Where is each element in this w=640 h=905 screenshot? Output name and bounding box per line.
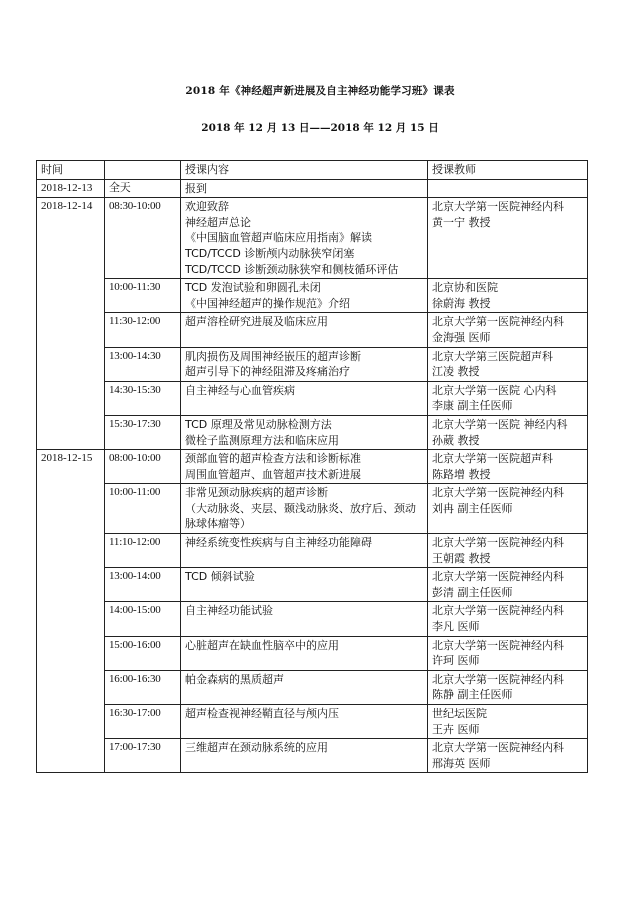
- teacher-cell: [428, 568, 588, 602]
- content-cell: [181, 279, 428, 313]
- teacher-affiliation: 北京大学第一医院神经内科: [432, 200, 564, 214]
- teacher-cell: [428, 484, 588, 534]
- time-cell: 10:00-11:00: [105, 484, 181, 534]
- teacher-cell: [428, 415, 588, 449]
- content-cell: [181, 739, 428, 773]
- teacher-cell: [428, 602, 588, 636]
- content-line: 自主神经功能试验: [185, 604, 273, 618]
- teacher-cell: [428, 636, 588, 670]
- header-content: 授课内容: [181, 161, 428, 180]
- table-row: [37, 415, 588, 449]
- content-line: TCD/TCCD 诊断颅内动脉狭窄闭塞: [185, 246, 355, 260]
- date-range: 2018 年 12 月 13 日——2018 年 12 月 15 日: [201, 122, 439, 134]
- teacher-cell: [428, 670, 588, 704]
- content-cell: [181, 705, 428, 739]
- date-cell: 2018-12-13: [37, 179, 105, 198]
- content-cell: [181, 534, 428, 568]
- teacher-name: 李凡 医师: [432, 620, 480, 634]
- table-row: [37, 534, 588, 568]
- table-row: [37, 381, 588, 415]
- content-line: 神经系统变性疾病与自主神经功能障碍: [185, 536, 372, 550]
- teacher-cell: [428, 279, 588, 313]
- teacher-name: 刘冉 副主任医师: [432, 501, 513, 515]
- teacher-name: 孙葳 教授: [432, 433, 480, 447]
- teacher-cell: [428, 313, 588, 347]
- content-line: 神经超声总论: [185, 215, 251, 229]
- time-cell: 16:00-16:30: [105, 670, 181, 704]
- table-row: [37, 636, 588, 670]
- teacher-affiliation: 北京大学第一医院神经内科: [432, 486, 564, 500]
- content-cell: [181, 198, 428, 279]
- time-cell: 08:00-10:00: [105, 450, 181, 484]
- table-row: [37, 313, 588, 347]
- content-line: 欢迎致辞: [185, 200, 229, 214]
- table-row: [37, 670, 588, 704]
- content-line: 颈部血管的超声检查方法和诊断标准: [185, 452, 361, 466]
- content-line: TCD 原理及常见动脉检测方法: [185, 417, 332, 431]
- content-cell: [181, 670, 428, 704]
- teacher-affiliation: 世纪坛医院: [432, 707, 487, 720]
- header-teacher: 授课教师: [428, 161, 588, 180]
- content-cell: [181, 636, 428, 670]
- content-line: 超声引导下的神经阻滞及疼痛治疗: [185, 365, 350, 379]
- time-cell: 16:30-17:00: [105, 705, 181, 739]
- time-cell: 14:30-15:30: [105, 381, 181, 415]
- table-row: [37, 450, 588, 484]
- teacher-affiliation: 北京大学第一医院神经内科: [432, 672, 564, 686]
- content-line: 自主神经与心血管疾病: [185, 383, 295, 397]
- content-line: 三维超声在颈动脉系统的应用: [185, 741, 328, 755]
- content-line: 微栓子监测原理方法和临床应用: [185, 433, 339, 447]
- teacher-cell: [428, 450, 588, 484]
- teacher-affiliation: 北京大学第一医院超声科: [432, 452, 553, 466]
- content-line: 心脏超声在缺血性脑卒中的应用: [185, 638, 339, 652]
- teacher-cell: [428, 198, 588, 279]
- content-cell: [181, 381, 428, 415]
- table-row: [37, 568, 588, 602]
- teacher-name: 王朝霞 教授: [432, 551, 491, 565]
- time-cell: 08:30-10:00: [105, 198, 181, 279]
- content-line: TCD/TCCD 诊断颈动脉狭窄和侧枝循环评估: [185, 262, 399, 276]
- date-cell: 2018-12-15: [37, 450, 105, 773]
- content-line: TCD 发泡试验和卵圆孔未闭: [185, 281, 321, 295]
- table-row: [37, 705, 588, 739]
- content-line: 周围血管超声、血管超声技术新进展: [185, 467, 361, 481]
- content-line: 报到: [185, 181, 207, 195]
- header-time: 时间: [37, 161, 105, 180]
- date-cell: 2018-12-14: [37, 198, 105, 450]
- table-row: [37, 279, 588, 313]
- schedule-title: 2018 年《神经超声新进展及自主神经功能学习班》课表: [185, 85, 455, 97]
- teacher-name: 金海强 医师: [432, 330, 491, 344]
- time-cell: 15:00-16:00: [105, 636, 181, 670]
- teacher-name: 许珂 医师: [432, 654, 480, 668]
- teacher-name: 徐蔚海 教授: [432, 296, 491, 310]
- header-slot: [105, 161, 181, 180]
- time-cell: 11:30-12:00: [105, 313, 181, 347]
- content-line: TCD 倾斜试验: [185, 570, 255, 584]
- content-cell: [181, 415, 428, 449]
- table-row: [37, 198, 588, 279]
- teacher-cell: [428, 534, 588, 568]
- time-cell: 10:00-11:30: [105, 279, 181, 313]
- content-line: 帕金森病的黑质超声: [185, 672, 284, 686]
- teacher-affiliation: 北京大学第一医院神经内科: [432, 570, 564, 584]
- content-cell: [181, 484, 428, 534]
- teacher-name: 彭清 副主任医师: [432, 585, 513, 599]
- teacher-cell: [428, 381, 588, 415]
- teacher-affiliation: 北京大学第一医院神经内科: [432, 741, 564, 755]
- teacher-affiliation: 北京大学第一医院神经内科: [432, 638, 564, 652]
- teacher-name: 邢海英 医师: [432, 756, 491, 770]
- teacher-affiliation: 北京协和医院: [432, 281, 498, 295]
- table-row: [37, 484, 588, 534]
- teacher-cell: [428, 347, 588, 381]
- teacher-name: 李康 副主任医师: [432, 399, 513, 413]
- teacher-name: 王卉 医师: [432, 722, 480, 736]
- content-line: （大动脉炎、夹层、颞浅动脉炎、放疗后、颈动脉球体瘤等）: [185, 501, 416, 531]
- content-cell: [181, 179, 428, 198]
- content-cell: [181, 347, 428, 381]
- teacher-name: 黄一宁 教授: [432, 215, 491, 229]
- teacher-affiliation: 北京大学第一医院神经内科: [432, 536, 564, 550]
- schedule-table: [36, 160, 588, 773]
- content-cell: [181, 568, 428, 602]
- schedule-body: [37, 161, 588, 773]
- table-row: [37, 602, 588, 636]
- teacher-cell: [428, 739, 588, 773]
- content-cell: [181, 450, 428, 484]
- content-line: 肌肉损伤及周围神经嵌压的超声诊断: [185, 349, 361, 363]
- teacher-cell: [428, 179, 588, 198]
- teacher-name: 陈路增 教授: [432, 467, 491, 481]
- time-cell: 14:00-15:00: [105, 602, 181, 636]
- header-row: [37, 161, 588, 180]
- time-cell: 17:00-17:30: [105, 739, 181, 773]
- teacher-affiliation: 北京大学第一医院 神经内科: [432, 417, 568, 431]
- content-cell: [181, 313, 428, 347]
- time-cell: 13:00-14:30: [105, 347, 181, 381]
- content-line: 《中国神经超声的操作规范》介绍: [185, 296, 350, 310]
- time-cell: 13:00-14:00: [105, 568, 181, 602]
- teacher-name: 江凌 教授: [432, 365, 480, 379]
- table-row: [37, 739, 588, 773]
- time-cell: 全天: [105, 179, 181, 198]
- content-line: 非常见颈动脉疾病的超声诊断: [185, 486, 328, 500]
- table-row: [37, 347, 588, 381]
- content-line: 《中国脑血管超声临床应用指南》解读: [185, 231, 372, 245]
- teacher-affiliation: 北京大学第一医院 心内科: [432, 383, 557, 397]
- teacher-cell: [428, 705, 588, 739]
- teacher-affiliation: 北京大学第三医院超声科: [432, 349, 553, 363]
- time-cell: 15:30-17:30: [105, 415, 181, 449]
- teacher-name: 陈静 副主任医师: [432, 688, 513, 702]
- content-cell: [181, 602, 428, 636]
- teacher-affiliation: 北京大学第一医院神经内科: [432, 604, 564, 618]
- content-line: 超声溶栓研究进展及临床应用: [185, 315, 328, 329]
- time-cell: 11:10-12:00: [105, 534, 181, 568]
- content-line: 超声检查视神经鞘直径与颅内压: [185, 707, 339, 720]
- teacher-affiliation: 北京大学第一医院神经内科: [432, 315, 564, 329]
- table-row: [37, 179, 588, 198]
